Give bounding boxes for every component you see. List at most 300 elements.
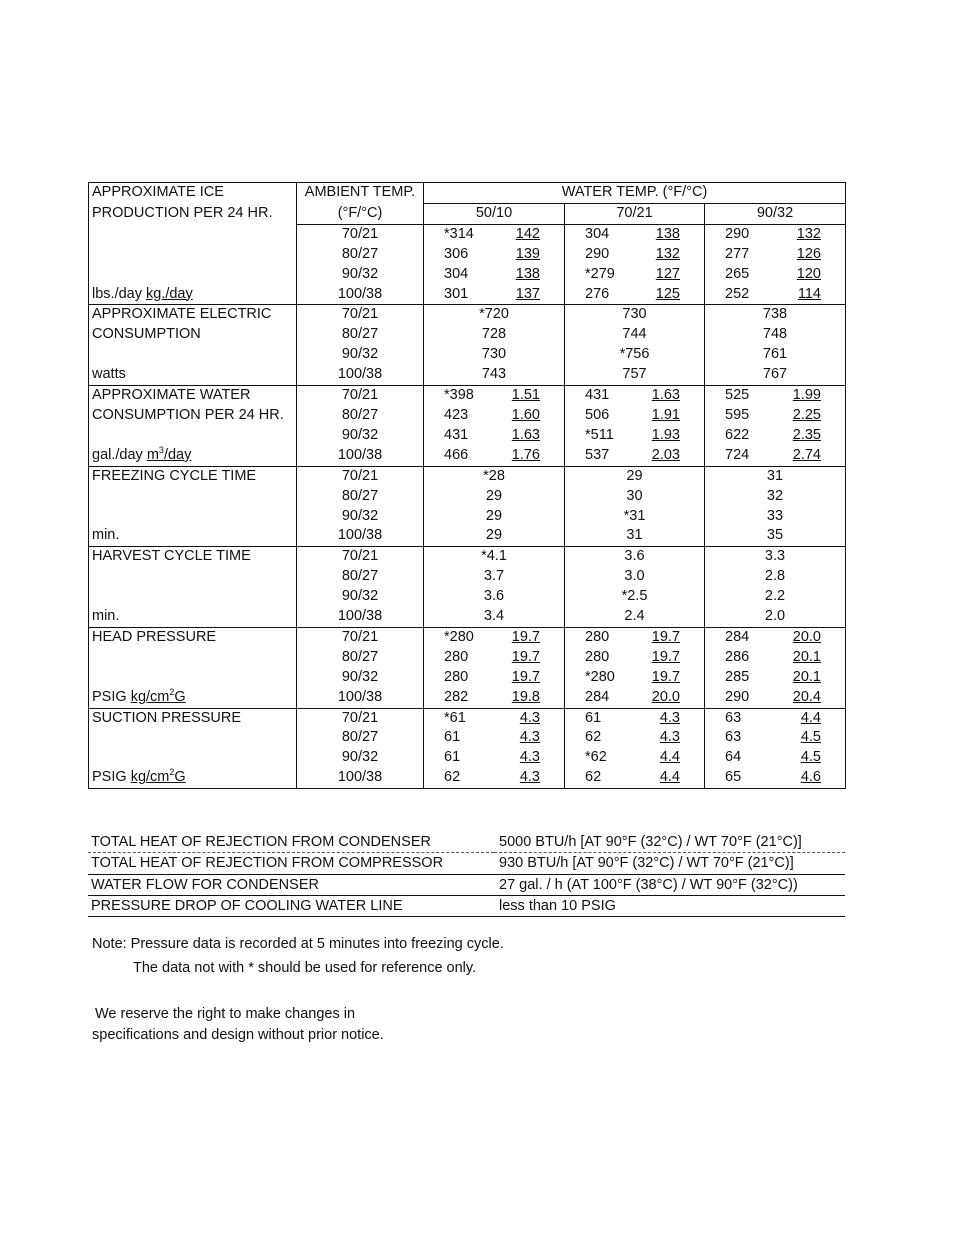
row-label	[89, 748, 297, 768]
imperial-value: 622	[725, 426, 750, 443]
ambient-header: AMBIENT TEMP.	[297, 183, 424, 204]
ambient-temp-cell: 100/38	[297, 688, 424, 708]
imperial-value: 282	[444, 688, 469, 705]
row-label: APPROXIMATE ICE	[89, 183, 297, 204]
metric-value: 2.74	[792, 446, 821, 463]
header-row	[89, 203, 846, 224]
imperial-value: *279	[585, 265, 615, 282]
heat-row	[88, 874, 845, 895]
value-cell	[705, 265, 846, 285]
value-cell: 29	[424, 526, 565, 546]
value-cell	[705, 446, 846, 466]
value-pair	[569, 709, 700, 729]
table-row	[89, 406, 846, 426]
water-col-header: 50/10	[424, 203, 565, 224]
table-row	[89, 224, 846, 244]
value-cell: 3.6	[424, 587, 565, 607]
imperial-value: *61	[444, 709, 466, 726]
water-col-header: 70/21	[565, 203, 705, 224]
table-row	[89, 305, 846, 325]
value-pair	[709, 688, 841, 708]
value-cell	[424, 446, 565, 466]
metric-value: 1.63	[651, 387, 680, 404]
value-pair	[428, 628, 560, 648]
ambient-temp-cell: 80/27	[297, 245, 424, 265]
value-pair	[428, 426, 560, 446]
value-cell	[705, 768, 846, 788]
value-cell	[424, 668, 565, 688]
value-pair	[709, 648, 841, 668]
value-cell	[705, 648, 846, 668]
imperial-value: 306	[444, 245, 469, 262]
row-label: watts	[89, 365, 297, 385]
imperial-value: 724	[725, 446, 750, 463]
table-row	[89, 345, 846, 365]
imperial-value: 284	[585, 688, 610, 705]
value-pair	[709, 668, 841, 688]
table-row	[89, 265, 846, 285]
table-row	[89, 627, 846, 647]
water-col-header: 90/32	[705, 203, 846, 224]
ambient-temp-cell: 70/21	[297, 547, 424, 567]
value-cell: 2.0	[705, 607, 846, 627]
imperial-value: 280	[444, 648, 469, 665]
row-label	[89, 426, 297, 446]
row-label	[89, 487, 297, 507]
table-row	[89, 245, 846, 265]
ambient-temp-cell: 100/38	[297, 285, 424, 305]
metric-value: 120	[796, 265, 821, 282]
ambient-temp-cell: 90/32	[297, 507, 424, 527]
note-reference: The data not with * should be used for reference only.	[133, 960, 477, 976]
value-cell	[565, 386, 705, 406]
row-label	[89, 345, 297, 365]
value-cell	[705, 406, 846, 426]
metric-value: 138	[655, 225, 680, 242]
imperial-value: 423	[444, 406, 469, 423]
value-cell	[565, 627, 705, 647]
metric-unit: $m^3$/day	[146, 445, 192, 463]
imperial-value: 304	[585, 225, 610, 242]
row-label: PSIG $kg/cm^2G$	[89, 768, 297, 788]
ambient-temp-cell: 80/27	[297, 406, 424, 426]
row-label: PSIG $kg/cm^2G$	[89, 688, 297, 708]
value-pair	[569, 688, 700, 708]
metric-value: 19.8	[511, 688, 540, 705]
value-pair	[569, 446, 700, 466]
value-cell	[424, 406, 565, 426]
value-pair	[569, 386, 700, 406]
imperial-value: *280	[444, 628, 474, 645]
heat-value: 930 BTU/h [AT 90°F (32°C) / WT 70°F (21°C)]	[494, 853, 845, 874]
row-label: HEAD PRESSURE	[89, 627, 297, 647]
metric-value: 1.76	[511, 446, 540, 463]
imperial-value: 506	[585, 406, 610, 423]
table-row	[89, 688, 846, 708]
ambient-temp-cell: 90/32	[297, 587, 424, 607]
imperial-value: 277	[725, 245, 750, 262]
value-pair	[569, 225, 700, 245]
table-row	[89, 325, 846, 345]
value-pair	[569, 245, 700, 265]
imperial-value: 290	[585, 245, 610, 262]
value-cell	[705, 426, 846, 446]
heat-label: TOTAL HEAT OF REJECTION FROM COMPRESSOR	[88, 853, 494, 874]
value-cell: 3.6	[565, 547, 705, 567]
value-pair	[569, 668, 700, 688]
metric-value: 4.3	[519, 769, 540, 786]
value-cell: 32	[705, 487, 846, 507]
metric-value: 4.6	[800, 769, 821, 786]
row-label: min.	[89, 607, 297, 627]
imperial-value: 62	[444, 769, 461, 786]
water-temp-header: WATER TEMP. (°F/°C)	[424, 183, 846, 204]
value-pair	[569, 748, 700, 768]
metric-value: 125	[655, 285, 680, 302]
metric-value: 1.51	[511, 387, 540, 404]
table-row	[89, 748, 846, 768]
value-cell	[565, 426, 705, 446]
value-pair	[569, 265, 700, 285]
imperial-value: 63	[725, 709, 742, 726]
value-cell: 29	[565, 466, 705, 486]
row-label	[89, 728, 297, 748]
ambient-temp-cell: 80/27	[297, 728, 424, 748]
value-pair	[569, 728, 700, 748]
row-label: APPROXIMATE WATER	[89, 386, 297, 406]
table-row	[89, 607, 846, 627]
value-cell: 3.3	[705, 547, 846, 567]
imperial-value: 285	[725, 668, 750, 685]
value-cell	[705, 728, 846, 748]
ambient-temp-cell: 80/27	[297, 567, 424, 587]
value-pair	[428, 768, 560, 788]
imperial-value: 64	[725, 749, 742, 766]
metric-value: 20.0	[792, 628, 821, 645]
value-cell	[565, 668, 705, 688]
ambient-temp-cell: 90/32	[297, 426, 424, 446]
row-label: min.	[89, 526, 297, 546]
value-cell: 743	[424, 365, 565, 385]
ambient-temp-cell: 80/27	[297, 487, 424, 507]
table-row	[89, 446, 846, 466]
table-row	[89, 386, 846, 406]
value-cell	[565, 285, 705, 305]
table-row	[89, 507, 846, 527]
value-cell	[565, 728, 705, 748]
value-cell: 33	[705, 507, 846, 527]
row-label	[89, 265, 297, 285]
imperial-value: 61	[444, 729, 461, 746]
value-cell: 31	[705, 466, 846, 486]
value-cell	[424, 768, 565, 788]
imperial-value: *280	[585, 668, 615, 685]
metric-value: 126	[796, 245, 821, 262]
value-pair	[569, 768, 700, 788]
imperial-value: *398	[444, 387, 474, 404]
value-pair	[709, 728, 841, 748]
imperial-value: 63	[725, 729, 742, 746]
note-pressure: Note: Pressure data is recorded at 5 minutes into freezing cycle.	[92, 936, 504, 952]
value-cell	[705, 708, 846, 728]
row-label	[89, 224, 297, 244]
value-cell: 744	[565, 325, 705, 345]
value-cell	[424, 245, 565, 265]
value-pair	[428, 245, 560, 265]
table-row	[89, 587, 846, 607]
imperial-value: 280	[585, 628, 610, 645]
metric-value: 19.7	[511, 668, 540, 685]
value-pair	[428, 728, 560, 748]
imperial-value: 290	[725, 688, 750, 705]
metric-value: 139	[515, 245, 540, 262]
header-row	[89, 183, 846, 204]
table-row	[89, 728, 846, 748]
table-row	[89, 768, 846, 788]
table-row	[89, 668, 846, 688]
value-cell	[424, 426, 565, 446]
value-cell: 728	[424, 325, 565, 345]
value-cell: *2.5	[565, 587, 705, 607]
value-cell: 757	[565, 365, 705, 385]
ambient-temp-cell: 70/21	[297, 305, 424, 325]
value-pair	[428, 688, 560, 708]
value-pair	[709, 426, 841, 446]
value-cell	[565, 265, 705, 285]
metric-value: 1.93	[651, 426, 680, 443]
metric-unit: $kg/cm^2G$	[130, 687, 186, 705]
ambient-temp-cell: 70/21	[297, 708, 424, 728]
value-pair	[428, 748, 560, 768]
value-pair	[428, 265, 560, 285]
value-pair	[569, 648, 700, 668]
value-cell: *4.1	[424, 547, 565, 567]
heat-value: 27 gal. / h (AT 100°F (38°C) / WT 90°F (32°C))	[494, 874, 845, 895]
value-cell	[424, 748, 565, 768]
table-row	[89, 466, 846, 486]
value-cell	[705, 688, 846, 708]
superscript: 2	[169, 768, 175, 778]
value-cell: 2.2	[705, 587, 846, 607]
row-label: HARVEST CYCLE TIME	[89, 547, 297, 567]
value-pair	[428, 285, 560, 305]
table-row	[89, 285, 846, 305]
imperial-value: 466	[444, 446, 469, 463]
ambient-temp-cell: 70/21	[297, 386, 424, 406]
value-cell	[705, 386, 846, 406]
ambient-temp-cell: 70/21	[297, 224, 424, 244]
ambient-temp-cell: 70/21	[297, 466, 424, 486]
value-cell	[565, 748, 705, 768]
value-pair	[428, 709, 560, 729]
value-cell	[565, 406, 705, 426]
row-label	[89, 567, 297, 587]
value-pair	[709, 768, 841, 788]
value-cell: 738	[705, 305, 846, 325]
imperial-value: 252	[725, 285, 750, 302]
value-cell	[424, 708, 565, 728]
row-label: lbs./day kg./day	[89, 285, 297, 305]
metric-value: 4.4	[659, 769, 680, 786]
ambient-temp-cell: 80/27	[297, 325, 424, 345]
metric-value: 20.4	[792, 688, 821, 705]
metric-value: 4.3	[659, 729, 680, 746]
heat-label: TOTAL HEAT OF REJECTION FROM CONDENSER	[88, 832, 494, 853]
value-cell: 2.8	[705, 567, 846, 587]
imperial-value: 61	[585, 709, 602, 726]
value-cell: *756	[565, 345, 705, 365]
metric-value: 4.4	[659, 749, 680, 766]
metric-value: 2.35	[792, 426, 821, 443]
row-label	[89, 587, 297, 607]
value-cell	[705, 627, 846, 647]
heat-label: WATER FLOW FOR CONDENSER	[88, 874, 494, 895]
heat-value: less than 10 PSIG	[494, 895, 845, 916]
value-cell: 29	[424, 487, 565, 507]
value-cell: 3.4	[424, 607, 565, 627]
value-cell	[565, 224, 705, 244]
heat-row	[88, 853, 845, 874]
value-cell	[424, 265, 565, 285]
imperial-value: 537	[585, 446, 610, 463]
value-pair	[428, 386, 560, 406]
row-label: PRODUCTION PER 24 HR.	[89, 203, 297, 224]
value-pair	[709, 446, 841, 466]
value-cell	[424, 728, 565, 748]
ambient-temp-cell: 90/32	[297, 748, 424, 768]
value-pair	[709, 386, 841, 406]
row-label: CONSUMPTION	[89, 325, 297, 345]
metric-value: 19.7	[651, 628, 680, 645]
table-row	[89, 648, 846, 668]
heat-rejection-table	[88, 832, 845, 917]
row-label: FREEZING CYCLE TIME	[89, 466, 297, 486]
ambient-temp-cell: 80/27	[297, 648, 424, 668]
imperial-value: *62	[585, 749, 607, 766]
ambient-temp-cell: 100/38	[297, 446, 424, 466]
value-pair	[428, 648, 560, 668]
ambient-temp-cell: 100/38	[297, 607, 424, 627]
superscript: 3	[158, 445, 164, 455]
value-pair	[428, 225, 560, 245]
metric-value: 20.0	[651, 688, 680, 705]
value-pair	[709, 628, 841, 648]
metric-value: 137	[515, 285, 540, 302]
value-cell	[705, 224, 846, 244]
value-pair	[709, 265, 841, 285]
value-cell	[705, 285, 846, 305]
ambient-temp-cell: 100/38	[297, 365, 424, 385]
table-row	[89, 526, 846, 546]
value-cell: 3.0	[565, 567, 705, 587]
heat-row	[88, 895, 845, 916]
imperial-value: 62	[585, 729, 602, 746]
row-label	[89, 507, 297, 527]
metric-value: 132	[655, 245, 680, 262]
imperial-value: 284	[725, 628, 750, 645]
table-row	[89, 708, 846, 728]
metric-value: 19.7	[511, 628, 540, 645]
row-label	[89, 648, 297, 668]
value-cell	[705, 668, 846, 688]
imperial-value: 525	[725, 387, 750, 404]
imperial-value: *314	[444, 225, 474, 242]
ambient-temp-cell: 100/38	[297, 768, 424, 788]
heat-value: 5000 BTU/h [AT 90°F (32°C) / WT 70°F (21°C)]	[494, 832, 845, 853]
ambient-temp-cell: 100/38	[297, 526, 424, 546]
metric-value: 114	[797, 285, 821, 302]
value-cell: 29	[424, 507, 565, 527]
value-cell	[424, 285, 565, 305]
value-cell: 35	[705, 526, 846, 546]
imperial-value: *511	[585, 426, 614, 443]
value-cell	[424, 648, 565, 668]
value-cell	[565, 648, 705, 668]
value-cell	[424, 688, 565, 708]
value-cell	[705, 245, 846, 265]
value-cell	[424, 627, 565, 647]
value-pair	[709, 225, 841, 245]
value-cell: 748	[705, 325, 846, 345]
metric-value: 127	[655, 265, 680, 282]
imperial-value: 290	[725, 225, 750, 242]
value-pair	[709, 748, 841, 768]
value-pair	[709, 245, 841, 265]
ambient-temp-cell: 70/21	[297, 627, 424, 647]
value-cell: *720	[424, 305, 565, 325]
metric-value: 4.4	[800, 709, 821, 726]
metric-value: 132	[796, 225, 821, 242]
ambient-unit-header: (°F/°C)	[297, 203, 424, 224]
imperial-value: 286	[725, 648, 750, 665]
metric-value: 4.5	[800, 749, 821, 766]
row-label	[89, 668, 297, 688]
value-cell	[424, 386, 565, 406]
imperial-value: 304	[444, 265, 469, 282]
metric-value: 1.99	[792, 387, 821, 404]
value-cell: 730	[565, 305, 705, 325]
value-pair	[709, 285, 841, 305]
value-cell	[565, 708, 705, 728]
heat-label: PRESSURE DROP OF COOLING WATER LINE	[88, 895, 494, 916]
metric-value: 20.1	[792, 648, 821, 665]
imperial-value: 280	[444, 668, 469, 685]
spec-table	[88, 182, 846, 789]
value-cell: *31	[565, 507, 705, 527]
imperial-value: 595	[725, 406, 750, 423]
imperial-value: 431	[585, 387, 610, 404]
value-cell	[565, 245, 705, 265]
value-cell	[565, 688, 705, 708]
value-cell: 30	[565, 487, 705, 507]
imperial-value: 62	[585, 769, 602, 786]
value-pair	[569, 406, 700, 426]
value-cell	[565, 446, 705, 466]
value-pair	[428, 668, 560, 688]
value-pair	[709, 406, 841, 426]
table-row	[89, 547, 846, 567]
metric-value: 20.1	[792, 668, 821, 685]
imperial-value: 61	[444, 749, 461, 766]
value-cell: 730	[424, 345, 565, 365]
value-cell: 761	[705, 345, 846, 365]
value-cell: 3.7	[424, 567, 565, 587]
metric-value: 138	[515, 265, 540, 282]
ambient-temp-cell: 90/32	[297, 668, 424, 688]
heat-row	[88, 832, 845, 853]
metric-value: 1.91	[651, 406, 680, 423]
table-row	[89, 487, 846, 507]
